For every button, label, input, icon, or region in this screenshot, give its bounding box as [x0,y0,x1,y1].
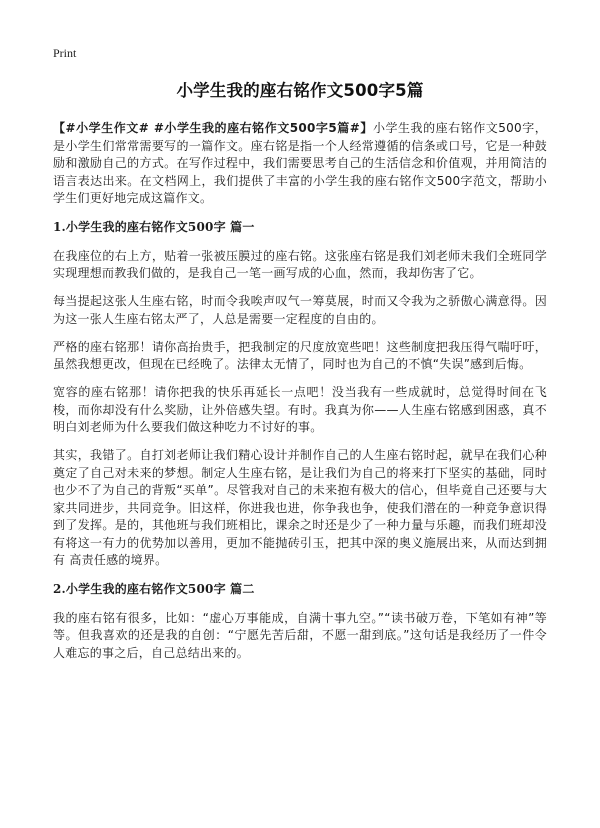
section-1-paragraph-2: 每当提起这张人生座右铭，时而令我唉声叹气一筹莫展，时而又令我为之骄傲心满意得。因为这一张人生座右铭太严了，人总是需要一定程度的自由的。 [53,294,547,326]
intro-text: 小学生我的座右铭作文500字，是小学生们常常需要写的一篇作文。座右铭是指一个人经常遵循的信条或口号，它是一种鼓励和激励自己的方式。在写作过程中，我们需要思考自己的生活信念和价值观，并用简洁的语言表达出来。在文档网上，我们提供了丰富的小学生我的座右铭作文500字范文，帮助小学生们更好地完成这篇作文。 [53,121,548,205]
print-link[interactable]: Print [53,46,77,60]
article-title: 小学生我的座右铭作文500字5篇 [176,81,424,100]
section-1-paragraph-5: 其实，我错了。自打刘老师让我们精心设计并制作自己的人生座右铭时起，就早在我们心种奠定了自己对未来的梦想。制定人生座右铭，是让我们为自己的将来打下坚实的基础，同时也少不了为自己的背叛“买单”。尽管我对自己的未来抱有极大的信心，但毕竟自己还要与大家共同进步，共同竞争。旧这样，你进我也进，你争我也争，使我们潜在的一种竞争意识得到了发挥。是的，其他班与我们班相比，课余之时还是少了一种力量与乐趣，而我们班却没有将这一有力的优势加以善用，更加不能抛砖引玉，把其中深的奥义施展出来，从而达到拥有 高责任感的境界。 [53,448,547,567]
section-1-paragraph-4: 宽容的座右铭那！请你把我的快乐再延长一点吧！没当我有一些成就时，总觉得时间在飞梭，而你却没有什么奖励，让外倍感失望。有时。我真为你——人生座右铭感到困惑，真不明白刘老师为什么要我们做这种吃力不讨好的事。 [53,385,547,434]
section-2-paragraph-1: 我的座右铭有很多，比如：“虚心万事能成，自满十事九空。”“读书破万卷，下笔如有神”等等。但我喜欢的还是我的自创：“宁愿先苦后甜，不愿一甜到底。”这句话是我经历了一件令人难忘的事之后，自己总结出来的。 [53,610,547,660]
section-1-paragraph-3: 严格的座右铭那！请你高抬贵手，把我制定的尺度放宽些吧！这些制度把我压得气喘吁吁，虽然我想更改，但现在已经晚了。法律太无情了，同时也为自己的不慎“失误”感到后悔。 [53,339,547,371]
intro-paragraph [53,120,547,208]
intro-tags: 【#小学生作文# #小学生我的座右铭作文500字5篇#】 [53,121,373,135]
section-heading-1: 1.小学生我的座右铭作文500字 篇一 [53,219,255,234]
article-body [53,120,547,673]
section-heading-2: 2.小学生我的座右铭作文500字 篇二 [53,581,255,596]
section-1-paragraph-1: 在我座位的右上方，贴着一张被压膜过的座右铭。这张座右铭是我们刘老师未我们全班同学实现理想而教我们做的，是我自己一笔一画写成的心血，然而，我却伤害了它。 [53,248,547,280]
